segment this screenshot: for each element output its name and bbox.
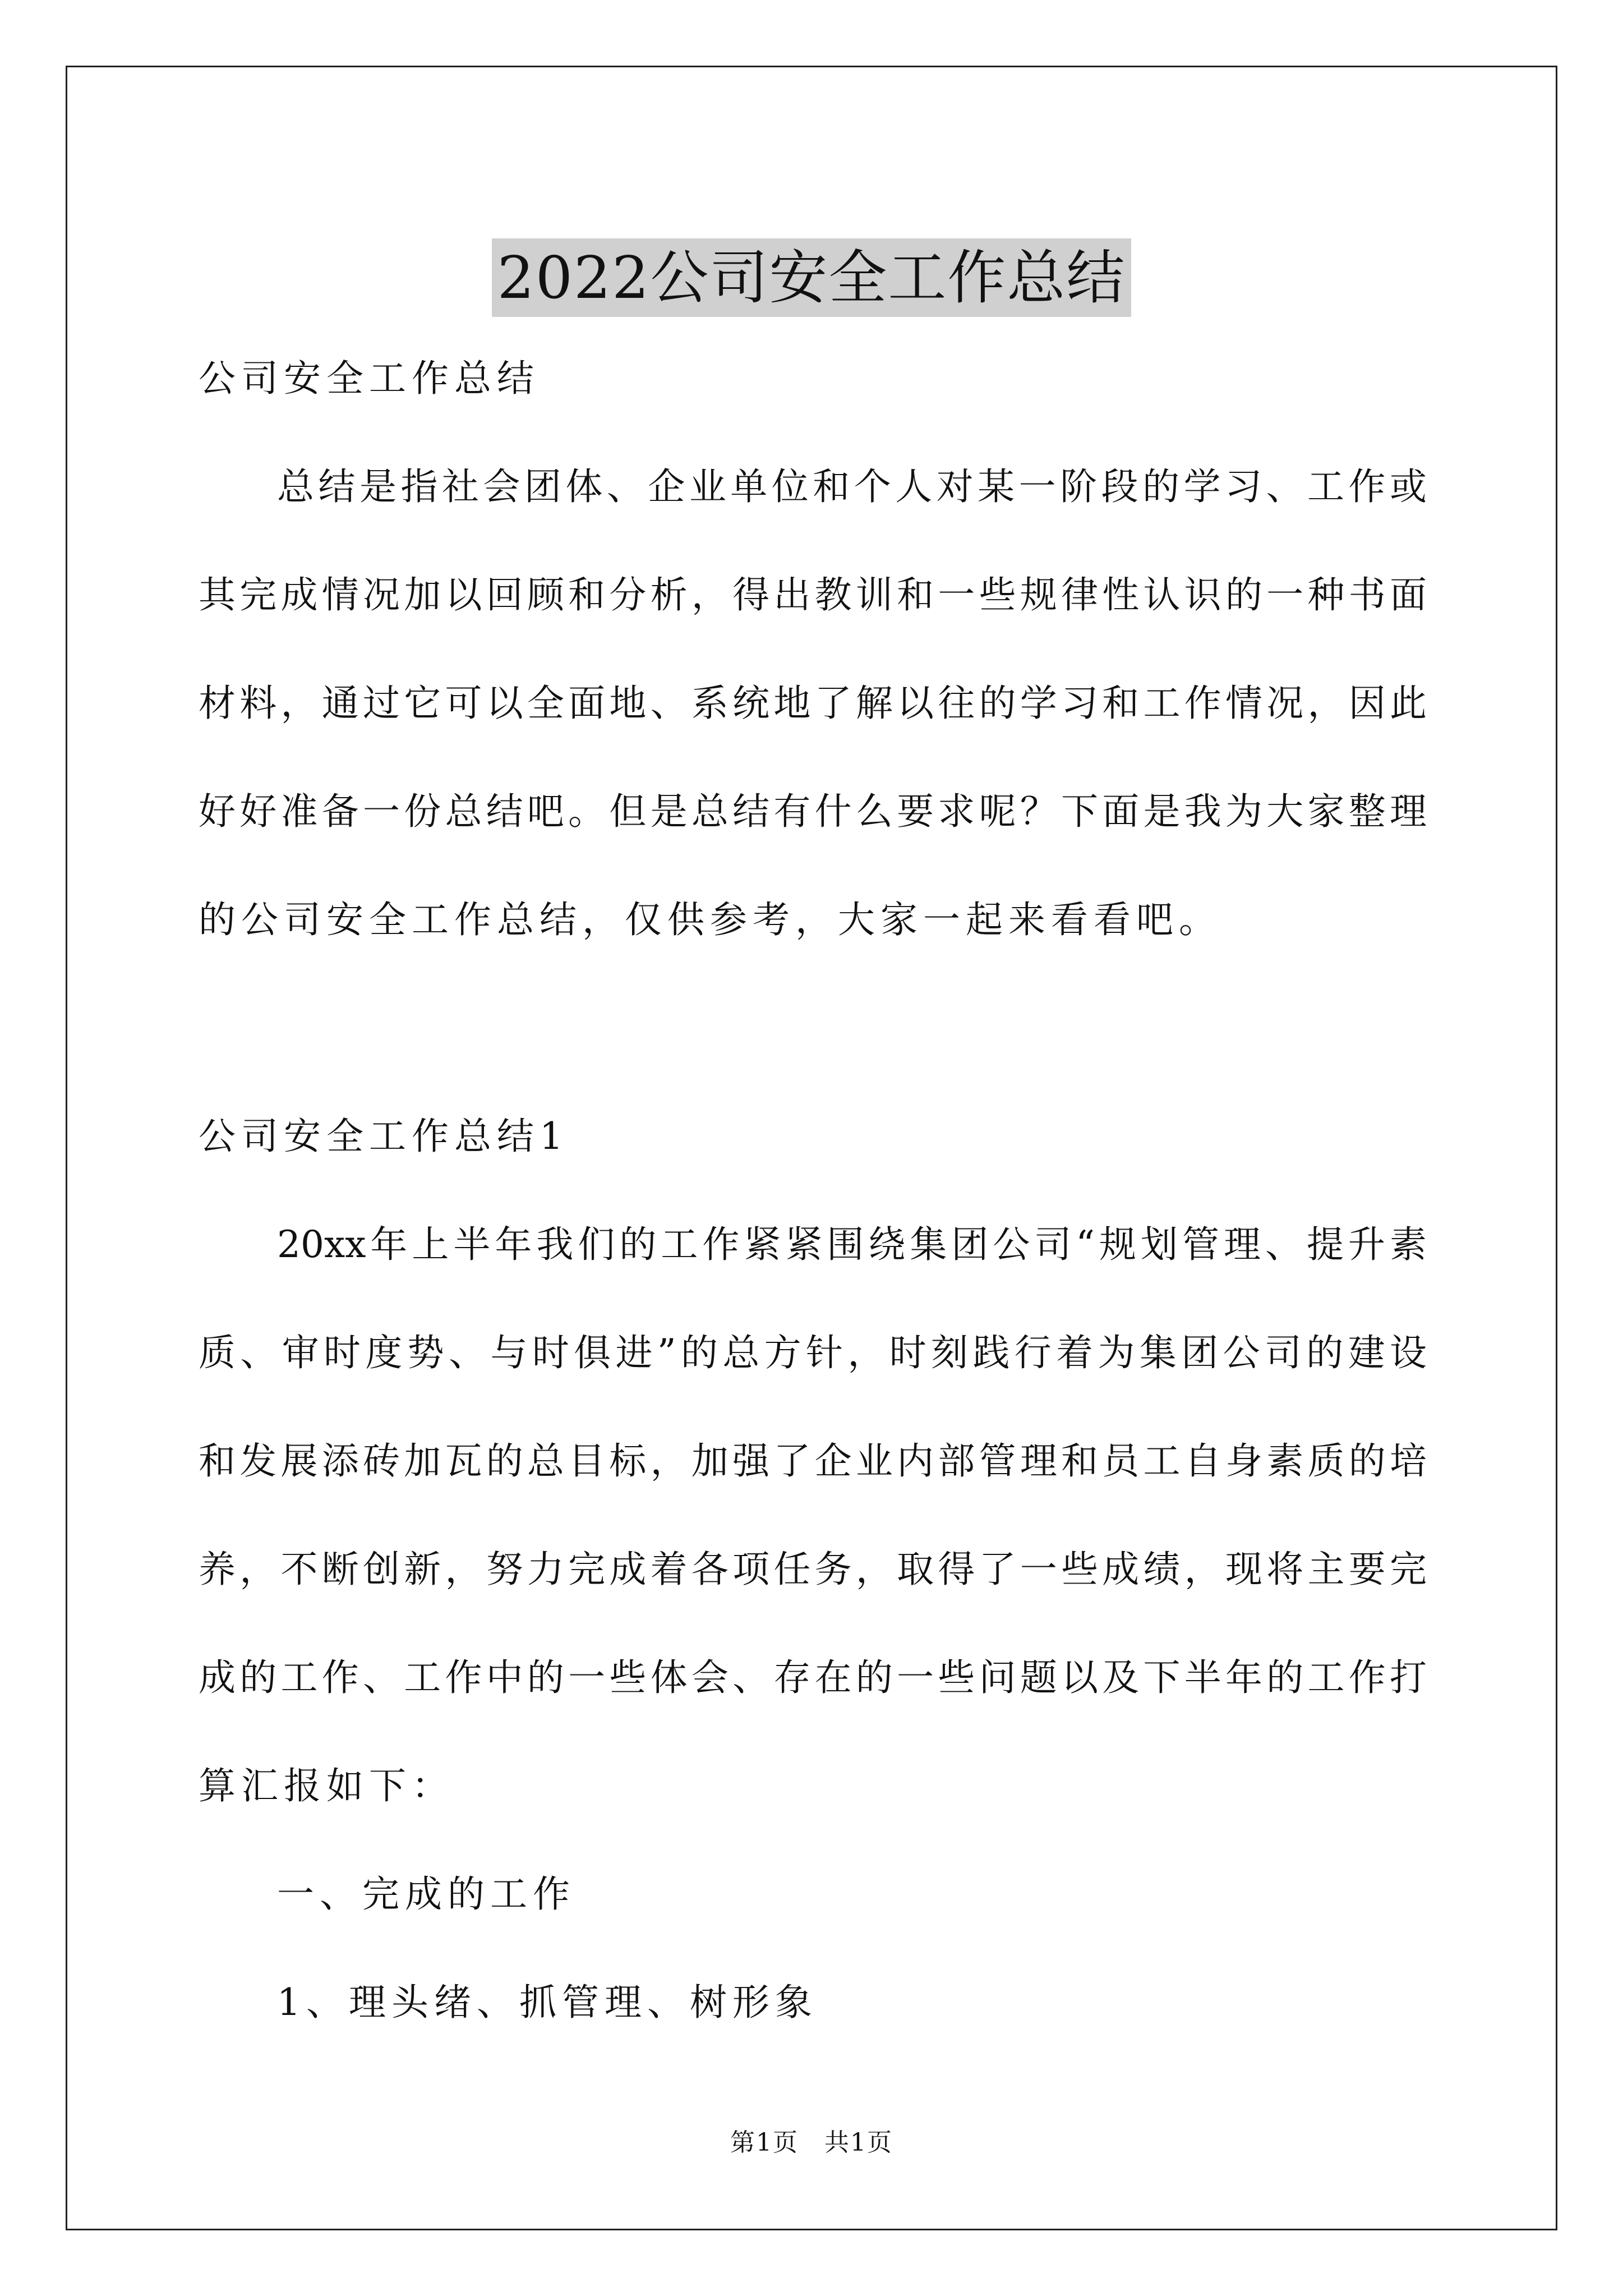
intro-line: 的公司安全工作总结，仅供参考，大家一起来看看吧。 bbox=[199, 898, 1221, 941]
intro-line: 其完成情况加以回顾和分析，得出教训和一些规律性认识的一种书面 bbox=[199, 573, 1427, 616]
section-line: 养，不断创新，努力完成着各项任务，取得了一些成绩，现将主要完 bbox=[199, 1548, 1427, 1591]
subheading-completed-work: 一、完成的工作 bbox=[277, 1872, 575, 1916]
intro-line: 总结是指社会团体、企业单位和个人对某一阶段的学习、工作或 bbox=[277, 465, 1427, 508]
document-title: 2022公司安全工作总结 bbox=[492, 238, 1132, 317]
page-number: 第1页 共1页 bbox=[730, 2128, 893, 2157]
document-body bbox=[199, 348, 1427, 2080]
section-line: 和发展添砖加瓦的总目标，加强了企业内部管理和员工自身素质的培 bbox=[199, 1439, 1427, 1483]
section-line: 算汇报如下： bbox=[199, 1764, 454, 1807]
subtitle: 公司安全工作总结 bbox=[199, 357, 540, 400]
subheading-management: 1、理头绪、抓管理、树形象 bbox=[277, 1981, 818, 2024]
intro-line: 材料，通过它可以全面地、系统地了解以往的学习和工作情况，因此 bbox=[199, 682, 1427, 725]
section-line: 成的工作、工作中的一些体会、存在的一些问题以及下半年的工作打 bbox=[199, 1656, 1427, 1699]
paragraph-gap bbox=[199, 997, 1427, 1106]
section-line: 质、审时度势、与时俱进”的总方针，时刻践行着为集团公司的建设 bbox=[199, 1331, 1427, 1374]
title-area bbox=[0, 199, 1623, 356]
intro-line: 好好准备一份总结吧。但是总结有什么要求呢？下面是我为大家整理 bbox=[199, 790, 1427, 833]
section-heading: 公司安全工作总结1 bbox=[199, 1115, 569, 1158]
section-line: 20xx年上半年我们的工作紧紧围绕集团公司“规划管理、提升素 bbox=[277, 1223, 1427, 1266]
